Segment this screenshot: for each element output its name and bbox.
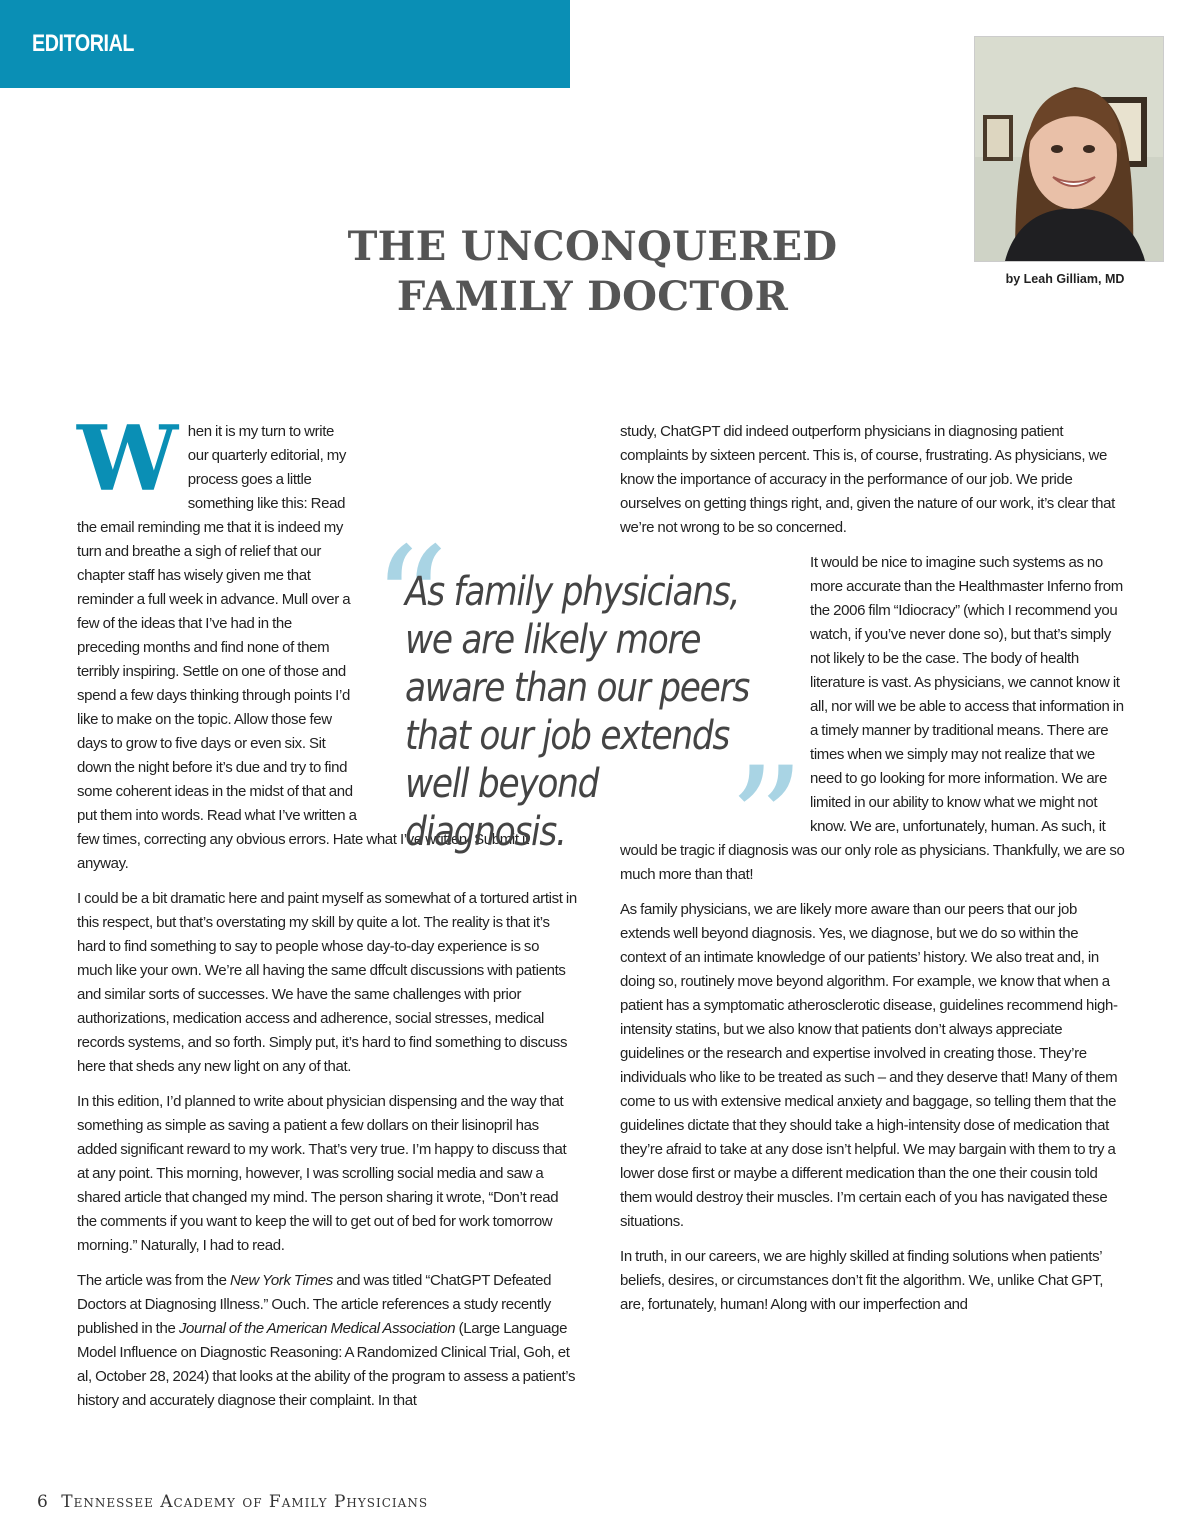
section-label: EDITORIAL xyxy=(32,30,135,57)
paragraph: I could be a bit dramatic here and paint myself as somewhat of a tortured artist in this respect, but that’s overstating my skill by quite a lot. The reality is that it’s hard to find something to say to people whose day-to-day experience is so much like your own. We’re all having the same dffcult discussions with patients and similar sorts of successes. We have the same challenges with prior authorizations, medication access and adherence, social stresses, medical records systems, and so forth. Simply put, it’s hard to find something to discuss here that sheds any new light on any of that. xyxy=(77,890,577,1075)
page-number: 6 xyxy=(37,1492,49,1512)
paragraph: study, ChatGPT did indeed outperform physicians in diagnosing patient complaints by sixteen percent. This is, of course, frustrating. As physicians, we know the importance of accuracy in the performance of our job. We pride ourselves on getting things right, and, given the nature of our work, it’s clear that we’re not wrong to be so concerned. xyxy=(620,423,1115,536)
section-banner xyxy=(0,0,570,88)
page-footer xyxy=(37,1492,428,1512)
title-line-2: FAMILY DOCTOR xyxy=(396,273,789,320)
author-photo xyxy=(974,36,1164,262)
journal-name: Journal of the American Medical Association xyxy=(178,1320,456,1337)
paragraph: It would be nice to imagine such systems as no more accurate than the Healthmaster Inferno from the 2006 film “Idiocracy” (which I recommend you watch, if you’ve never done so), but that’s simply not likely to be the case. The body of health literature is vast. As physicians, we cannot know it all, nor will we be able to access that information in a timely manner by traditional means. There are times when we simply may not realize that we need to go looking for more information. We are limited in our ability to know what we might not know. We are, unfortunately, human. As such, it would be tragic if diagnosis was our only role as physicians. Thankfully, we are so much more than that! xyxy=(620,554,1125,883)
paragraph-intro-text: hen it is my turn to write our quarterly editorial, my process goes a little something like this: Read the email reminding me that it is indeed my turn and breathe a sigh of relief that our chapter staff has wisely given me that reminder a full week in advance. Mull over a few of the ideas that I’ve had in the preceding months and find none of them terribly inspiring. Settle on one of those and spend a few days thinking through points I’d like to make on the topic. Allow those few days to grow to five days or even six. Sit down the night before it’s due and try to find some coherent ideas in the midst of that and put them into words. Read what I’ve written a few times, correcting any obvious errors. Hate what I’ve written. Submit it anyway. xyxy=(77,423,529,872)
text-run: The article was from the xyxy=(77,1272,230,1289)
text-run: and was titled “ChatGPT Defeated Doctors at Diagnosing Illness.” Ouch. The article references a study recently published in the xyxy=(77,1272,552,1337)
paragraph: In this edition, I’d planned to write about physician dispensing and the way that something as simple as saving a patient a few dollars on their lisinopril has added significant reward to my work. That’s very true. I’m happy to discuss that at any point. This morning, however, I was scrolling social media and saw a shared article that changed my mind. The person sharing it wrote, “Don’t read the comments if you want to keep the will to get out of bed for work tomorrow morning.” Naturally, I had to read. xyxy=(77,1093,567,1254)
author-byline: by Leah Gilliam, MD xyxy=(1005,272,1125,286)
author-portrait-image xyxy=(975,37,1163,261)
right-column xyxy=(620,420,1125,1328)
close-quote-icon: ” xyxy=(728,736,805,910)
text-run: (Large Language Model Influence on Diagnostic Reasoning: A Randomized Clinical Trial, Goh, et al, October 28, 2024) that looks at the ability of the program to assess a patient’s history and accurately diagnose their complaint. In that xyxy=(77,1320,576,1409)
paragraph: In truth, in our careers, we are highly skilled at finding solutions when patients’ beliefs, desires, or circumstances don’t fit the algorithm. We, unlike Chat GPT, are, fortunately, human! Along with our imperfection and xyxy=(620,1248,1104,1313)
drop-cap: W xyxy=(77,406,178,512)
paragraph: As family physicians, we are likely more aware than our peers that our job extends well beyond diagnosis. Yes, we diagnose, but we do so within the context of an intimate knowledge of our patients’ history. We also treat and, in doing so, routinely move beyond algorithm. For example, we know that when a patient has a symptomatic atherosclerotic disease, guidelines recommend high-intensity statins, but we also know that patients don’t always appreciate guidelines or the research and expertise involved in creating those. They’re individuals who like to be treated as such – and they deserve that! Many of them come to us with extensive medical anxiety and baggage, so telling them that the guidelines dictate that they should take a high-intensity dose of medication that they’re afraid to take at any dose isn’t helpful. We may bargain with them to try a lower dose first or maybe a different medication than the one their cousin told them would destroy their muscles. I’m certain each of you has navigated these situations. xyxy=(620,901,1118,1230)
publication-name: New York Times xyxy=(229,1272,333,1289)
paragraph xyxy=(77,1269,577,1413)
pull-quote: As family physicians, we are likely more aware than our peers that our job extends well beyond diagnosis. xyxy=(405,569,749,855)
publication-title: Tennessee Academy of Family Physicians xyxy=(61,1492,429,1512)
article-title xyxy=(320,222,865,322)
title-line-1: THE UNCONQUERED xyxy=(347,223,838,270)
open-quote-icon: “ xyxy=(372,516,449,690)
